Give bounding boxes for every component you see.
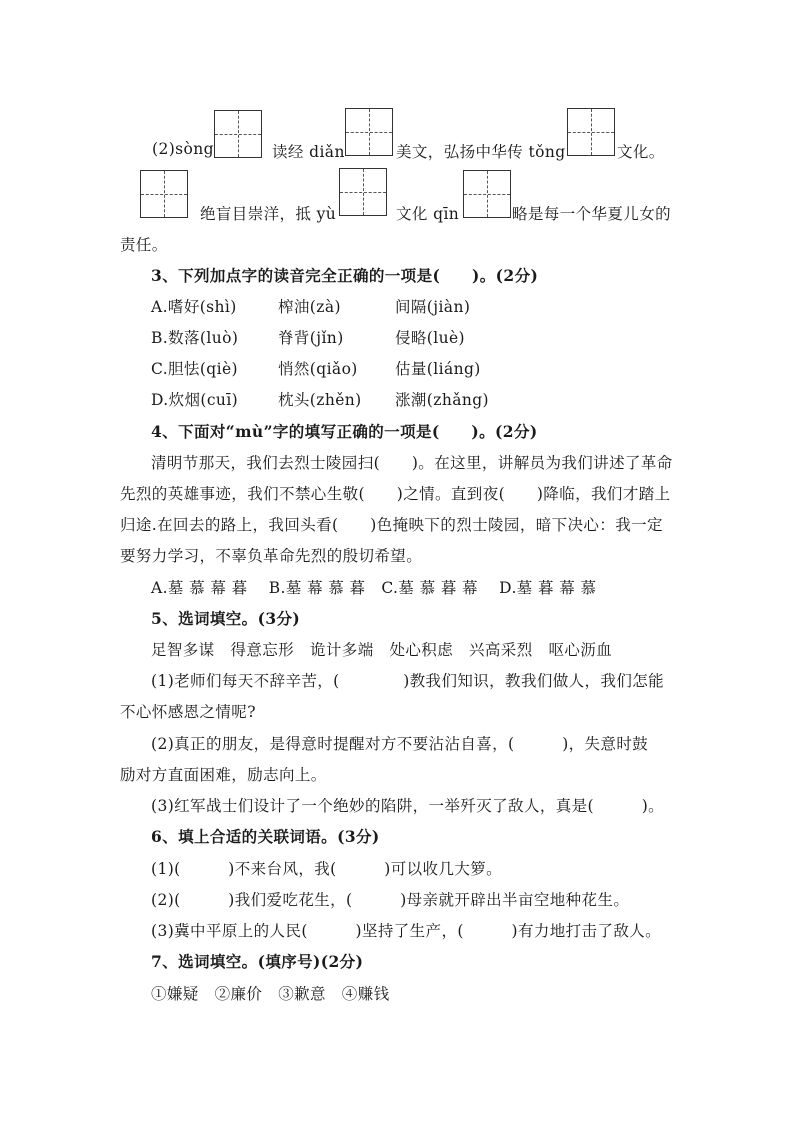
q4-passage-line: 先烈的英雄事迹，我们不禁心生敬( )之情。直到夜( )降临，我们才踏上 — [120, 485, 671, 503]
q5-item-line: (1)老师们每天不辞辛苦，( )教我们知识，教我们做人，我们怎能 — [151, 672, 665, 690]
q4-passage-line: 清明节那天，我们去烈士陵园扫( )。在这里，讲解员为我们讲述了革命 — [151, 454, 673, 472]
writing-grid[interactable] — [140, 170, 188, 218]
q6-title: 6、填上合适的关联词语。(3分) — [151, 827, 380, 846]
q3-option-d[interactable]: D.炊烟(cuī) 枕头(zhěn) 涨潮(zhǎng) — [151, 391, 489, 409]
writing-grid[interactable] — [463, 170, 511, 218]
q6-item-line: (1)( )不来台风，我( )可以收几大箩。 — [151, 860, 503, 878]
q7-word-bank: ①嫌疑 ②廉价 ③歉意 ④赚钱 — [151, 985, 390, 1003]
q3-option-b[interactable]: B.数落(luò) 脊背(jǐn) 侵略(luè) — [151, 329, 466, 347]
writing-grid[interactable] — [339, 168, 387, 216]
q2-text-3: 美文，弘扬中华传 tǒng — [396, 143, 566, 161]
q3-option-a[interactable]: A.嗜好(shì) 榨油(zà) 间隔(jiàn) — [151, 298, 471, 316]
q2-text-4: 文化。 — [617, 143, 665, 161]
q5-title: 5、选词填空。(3分) — [151, 609, 301, 628]
q5-item-line: 不心怀感恩之情呢? — [120, 703, 256, 721]
q5-item-line: (3)红军战士们设计了一个绝妙的陷阱，一举歼灭了敌人，真是( )。 — [151, 797, 665, 815]
writing-grid[interactable] — [345, 108, 393, 156]
q5-item-line: 励对方直面困难，励志向上。 — [120, 766, 327, 784]
q7-title: 7、选词填空。(填序号)(2分) — [151, 952, 364, 971]
writing-grid[interactable] — [567, 108, 615, 156]
writing-grid[interactable] — [214, 110, 262, 158]
q6-item-line: (3)冀中平原上的人民( )坚持了生产，( )有力地打击了敌人。 — [151, 922, 662, 940]
q4-title: 4、下面对“mù”字的填写正确的一项是( )。(2分) — [151, 422, 538, 441]
q3-option-c[interactable]: C.胆怯(qiè) 悄然(qiǎo) 估量(liáng) — [151, 360, 481, 378]
q4-options[interactable]: A.墓 慕 幕 暮 B.墓 幕 慕 暮 C.墓 慕 暮 幕 D.墓 暮 幕 慕 — [151, 579, 597, 597]
q2-text-1: (2)sòng — [152, 140, 214, 158]
q4-passage-line: 要努力学习，不辜负革命先烈的殷切希望。 — [120, 547, 423, 565]
q2-text-6: 文化 qīn — [396, 205, 460, 223]
q2-text-8: 责任。 — [120, 236, 168, 254]
q2-text-7: 略是每一个华夏儿女的 — [512, 205, 672, 223]
q6-item-line: (2)( )我们爱吃花生，( )母亲就开辟出半亩空地种花生。 — [151, 891, 630, 909]
q4-passage-line: 归途.在回去的路上，我回头看( )色掩映下的烈士陵园，暗下决心：我一定 — [120, 516, 663, 534]
q2-text-5: 绝盲目崇洋，抵 yù — [200, 205, 337, 223]
q3-title: 3、下列加点字的读音完全正确的一项是( )。(2分) — [151, 266, 539, 285]
q5-item-line: (2)真正的朋友，是得意时提醒对方不要沾沾自喜，( )，失意时鼓 — [151, 735, 649, 753]
q2-text-2: 读经 diǎn — [272, 143, 345, 161]
q5-word-bank: 足智多谋 得意忘形 诡计多端 处心积虑 兴高采烈 呕心沥血 — [151, 641, 613, 659]
